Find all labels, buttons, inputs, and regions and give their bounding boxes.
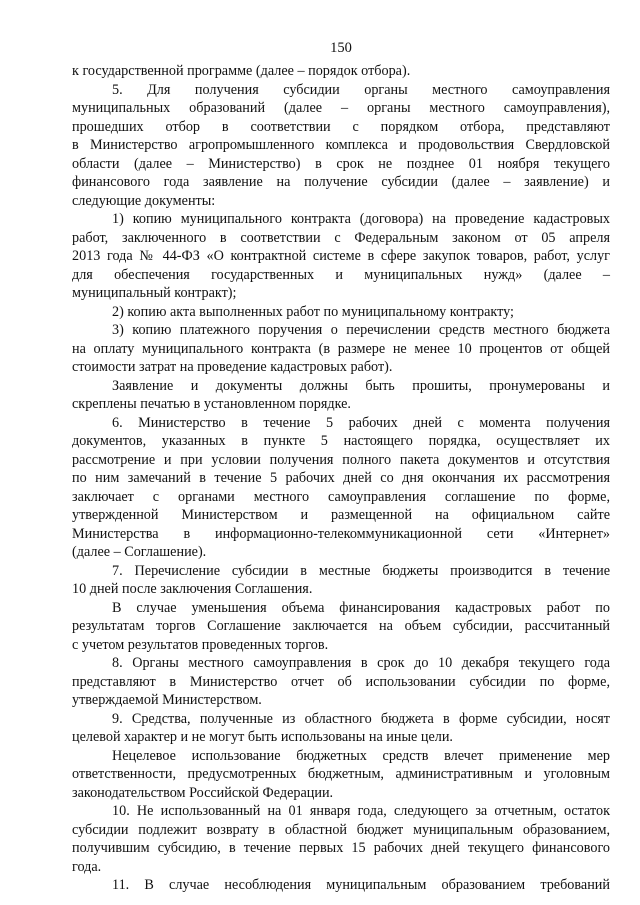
text-line: Заявление и документы должны быть прошиты, пронумерованы и: [112, 377, 610, 394]
text-line: по ним замечаний в течение 5 рабочих дней со дня окончания их рассмотрения: [72, 470, 610, 486]
text-line: стоимости затрат на проведение кадастровых работ).: [72, 359, 393, 375]
text-line: ответственности, предусмотренных бюджетным, административным и уголовным: [72, 766, 610, 782]
text-line: 8. Органы местного самоуправления в срок до 10 декабря текущего года: [112, 655, 610, 671]
text-line: получившим субсидию, в течение первых 15 рабочих дней текущего финансового: [72, 840, 610, 856]
text-line: для обеспечения государственных и муниципальных нужд» (далее –: [72, 266, 610, 283]
text-line: заключает с органами местного самоуправления соглашение по форме,: [72, 488, 610, 505]
text-line: 2) копию акта выполненных работ по муниципальному контракту;: [112, 303, 514, 320]
text-line: года.: [72, 858, 102, 875]
text-line: 5. Для получения субсидии органы местного самоуправления: [112, 81, 610, 98]
text-line: утверждаемой Министерством.: [72, 692, 262, 708]
text-line: 9. Средства, полученные из областного бюджета в форме субсидии, носят: [112, 710, 610, 727]
text-line: с учетом результатов проведенных торгов.: [72, 636, 329, 653]
text-line: к государственной программе (далее – порядок отбора).: [72, 63, 411, 79]
text-line: представляют в Министерство отчет об использовании субсидии по форме,: [72, 673, 610, 690]
body-text: [72, 62, 610, 895]
text-line: в Министерство агропромышленного комплекса и продовольствия Свердловской: [72, 137, 610, 153]
text-line: 10. Не использованный на 01 января года, следующего за отчетным, остаток: [112, 803, 610, 819]
text-line: муниципальных образований (далее – органы местного самоуправления),: [72, 100, 610, 116]
text-line: 10 дней после заключения Соглашения.: [72, 581, 313, 597]
text-line: (далее – Соглашение).: [72, 544, 207, 560]
text-line: Министерства в информационно-телекоммуникационной сети «Интернет»: [72, 525, 610, 542]
text-line: 1) копию муниципального контракта (договора) на проведение кадастровых: [112, 211, 610, 227]
text-line: 3) копию платежного поручения о перечислении средств местного бюджета: [112, 322, 610, 338]
text-line: области (далее – Министерство) в срок не позднее 01 ноября текущего: [72, 155, 610, 172]
text-line: финансового года заявление на получение субсидии (далее – заявление) и: [72, 174, 610, 190]
text-line: Нецелевое использование бюджетных средств влечет применение мер: [112, 747, 610, 764]
text-line: работ, заключенного в соответствии с Федеральным законом от 05 апреля: [72, 229, 610, 246]
page-number: 150: [330, 40, 352, 56]
text-line: документов, указанных в пункте 5 настоящего порядка, осуществляет их: [72, 433, 610, 449]
text-line: 11. В случае несоблюдения муниципальным образованием требований: [112, 877, 610, 893]
text-line: результатам торгов Соглашение заключается на объем субсидии, рассчитанный: [72, 618, 610, 634]
text-line: рассмотрение и при условии получения полного пакета документов и отсутствия: [72, 451, 610, 468]
text-line: субсидии подлежит возврату в областной бюджет муниципальным образованием,: [72, 821, 610, 838]
text-line: В случае уменьшения объема финансирования кадастровых работ по: [112, 599, 610, 616]
text-line: скреплены печатью в установленном порядке.: [72, 396, 351, 412]
text-line: утвержденной Министерством и размещенной на официальном сайте: [72, 507, 610, 523]
text-line: следующие документы:: [72, 192, 216, 209]
text-line: 6. Министерство в течение 5 рабочих дней с момента получения: [112, 414, 610, 431]
text-line: на оплату муниципального контракта (в размере не менее 10 процентов от общей: [72, 340, 610, 357]
text-line: прошедших отбор в соответствии с порядком отбора, представляют: [72, 118, 610, 135]
text-line: 7. Перечисление субсидии в местные бюджеты производится в течение: [112, 562, 610, 579]
text-line: законодательством Российской Федерации.: [72, 784, 334, 801]
text-line: 2013 года № 44-ФЗ «О контрактной системе в сфере закупок товаров, работ, услуг: [72, 248, 610, 264]
text-line: муниципальный контракт);: [72, 285, 237, 301]
text-line: целевой характер и не могут быть использованы на иные цели.: [72, 729, 453, 745]
